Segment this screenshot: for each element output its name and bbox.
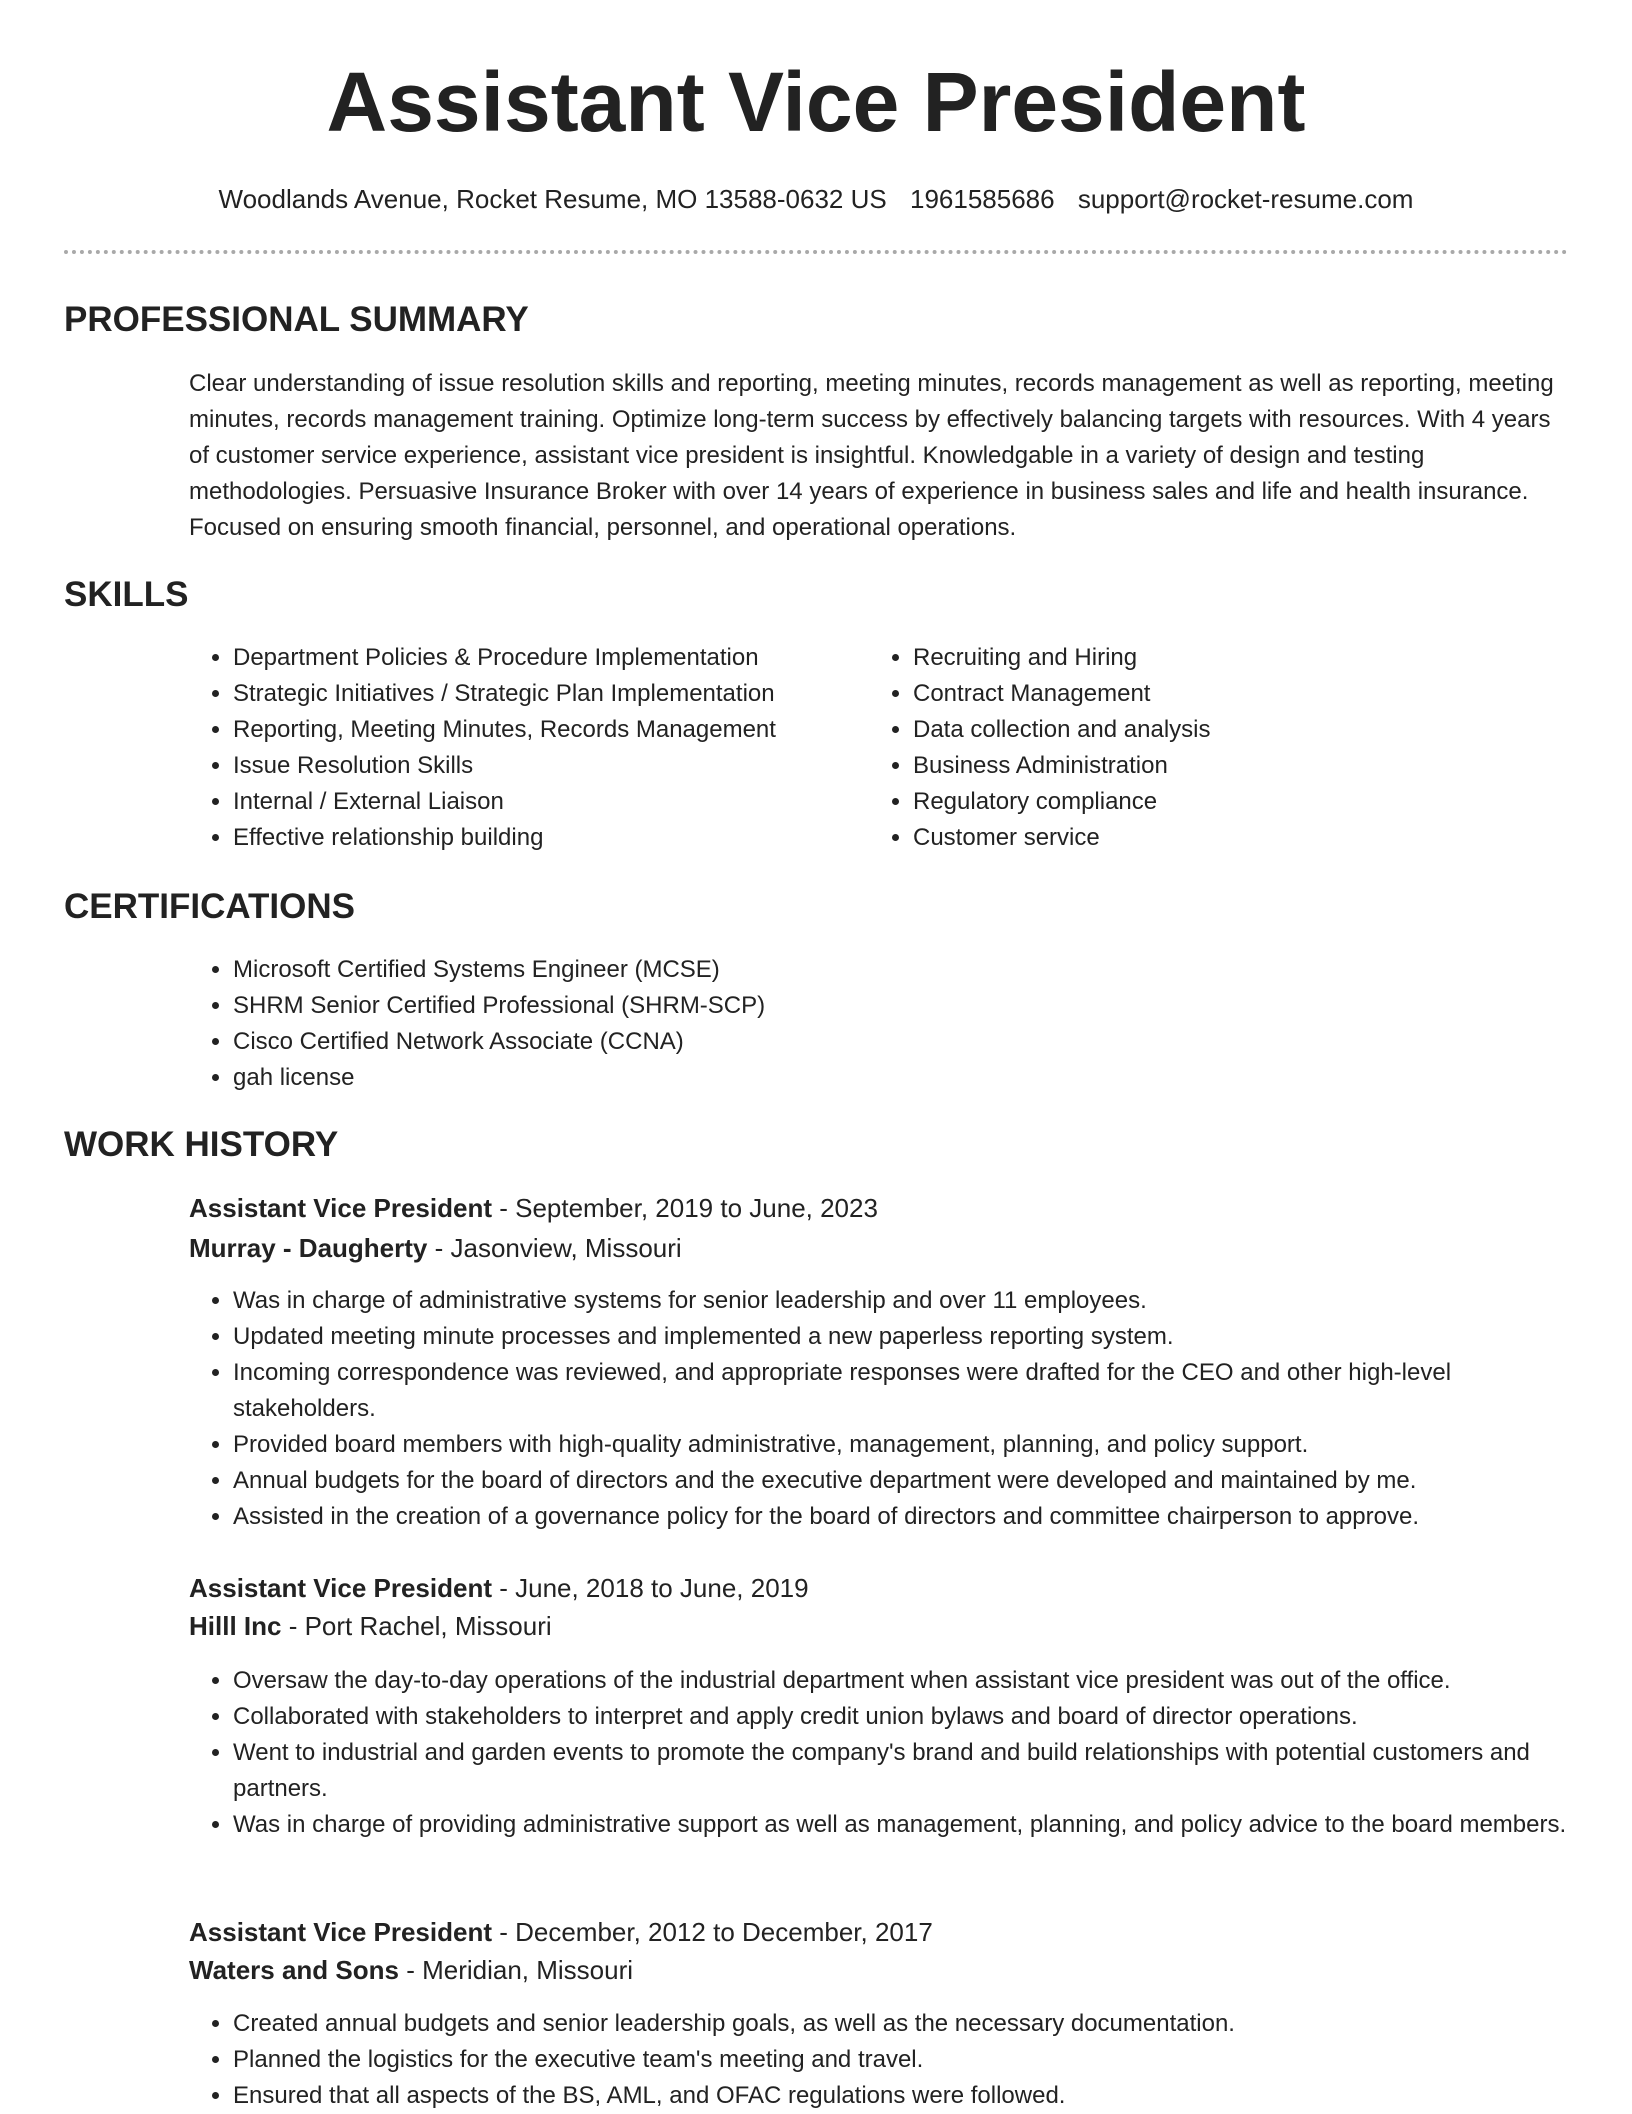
list-item: • Strategic Initiatives / Strategic Plan Implementation: [233, 676, 853, 712]
list-item: • Customer service: [913, 820, 1533, 856]
job-company-line: [189, 1230, 682, 1266]
list-item: • Incoming correspondence was reviewed, and appropriate responses were drafted for the CEO and other high-level stakeholders.: [233, 1355, 1569, 1427]
list-item: • Oversaw the day-to-day operations of the industrial department when assistant vice president was out of the office.: [233, 1663, 1569, 1699]
list-item: • Contract Management: [913, 676, 1533, 712]
header-divider: [64, 250, 1568, 254]
contact-line: [0, 182, 1632, 216]
list-item: • Was in charge of providing administrative support as well as management, planning, and policy advice to the board members.: [233, 1807, 1569, 1843]
job-location: - Jasonview, Missouri: [427, 1233, 682, 1263]
job-title-line: [189, 1570, 809, 1606]
list-item: • Provided board members with high-quality administrative, management, planning, and policy support.: [233, 1427, 1569, 1463]
list-item: • Went to industrial and garden events to promote the company's brand and build relationships with potential customers and partners.: [233, 1735, 1569, 1807]
job-company-line: [189, 1608, 552, 1644]
skills-list-left: [189, 640, 853, 856]
list-item: • Created annual budgets and senior leadership goals, as well as the necessary documentation.: [233, 2006, 1569, 2042]
job-title: Assistant Vice President: [189, 1917, 492, 1947]
list-item: • Effective relationship building: [233, 820, 853, 856]
list-item: • Assisted in the creation of a governance policy for the board of directors and committee chairperson to approve.: [233, 1499, 1569, 1535]
list-item: • Data collection and analysis: [913, 712, 1533, 748]
section-title-summary: PROFESSIONAL SUMMARY: [64, 300, 529, 339]
job-dates: - June, 2018 to June, 2019: [492, 1573, 809, 1603]
list-item: • Reporting, Meeting Minutes, Records Management: [233, 712, 853, 748]
list-item: • Ensured that all aspects of the BS, AML, and OFAC regulations were followed.: [233, 2078, 1569, 2114]
list-item: • Planned the logistics for the executive team's meeting and travel.: [233, 2042, 1569, 2078]
contact-phone: 1961585686: [909, 184, 1055, 214]
job-title-line: [189, 1914, 933, 1950]
job-bullets: [189, 2006, 1569, 2114]
job-title-line: [189, 1190, 878, 1226]
job-location: - Meridian, Missouri: [398, 1955, 634, 1985]
list-item: • Internal / External Liaison: [233, 784, 853, 820]
job-company: Waters and Sons: [189, 1955, 399, 1985]
job-location: - Port Rachel, Missouri: [281, 1611, 552, 1641]
contact-email: support@rocket-resume.com: [1077, 184, 1414, 214]
job-bullets: [189, 1283, 1569, 1535]
section-title-skills: SKILLS: [64, 575, 189, 614]
section-title-certifications: CERTIFICATIONS: [64, 887, 356, 926]
list-item: • Recruiting and Hiring: [913, 640, 1533, 676]
resume-name: Assistant Vice President: [326, 55, 1306, 149]
list-item: • Collaborated with stakeholders to interpret and apply credit union bylaws and board of director operations.: [233, 1699, 1569, 1735]
list-item: • gah license: [233, 1060, 1533, 1096]
summary-text: Clear understanding of issue resolution skills and reporting, meeting minutes, records management as well as reporting, meeting minutes, records management training. Optimize long-term success by effectively balancing targets with resources. With 4 years of customer service experience, assistant vice president is insightful. Knowledgable in a variety of design and testing methodologies. Persuasive Insurance Broker with over 14 years of experience in business sales and life and health insurance. Focused on ensuring smooth financial, personnel, and operational operations.: [189, 370, 1554, 541]
list-item: • Annual budgets for the board of directors and the executive department were developed and maintained by me.: [233, 1463, 1569, 1499]
job-bullets: [189, 1663, 1569, 1843]
list-item: • SHRM Senior Certified Professional (SHRM-SCP): [233, 988, 1533, 1024]
list-item: • Department Policies & Procedure Implementation: [233, 640, 853, 676]
certifications-list: [189, 952, 1533, 1096]
job-dates: - September, 2019 to June, 2023: [492, 1193, 878, 1223]
job-title: Assistant Vice President: [189, 1193, 492, 1223]
list-item: • Microsoft Certified Systems Engineer (MCSE): [233, 952, 1533, 988]
contact-address: Woodlands Avenue, Rocket Resume, MO 13588-0632 US: [218, 184, 887, 214]
list-item: • Cisco Certified Network Associate (CCNA): [233, 1024, 1533, 1060]
job-company: Murray - Daugherty: [189, 1233, 428, 1263]
list-item: • Regulatory compliance: [913, 784, 1533, 820]
job-company-line: [189, 1952, 633, 1988]
list-item: • Issue Resolution Skills: [233, 748, 853, 784]
skills-list-right: [869, 640, 1533, 856]
list-item: • Business Administration: [913, 748, 1533, 784]
section-title-work-history: WORK HISTORY: [64, 1125, 339, 1164]
job-company: Hilll Inc: [189, 1611, 282, 1641]
job-dates: - December, 2012 to December, 2017: [492, 1917, 933, 1947]
list-item: • Was in charge of administrative systems for senior leadership and over 11 employees.: [233, 1283, 1569, 1319]
list-item: • Updated meeting minute processes and implemented a new paperless reporting system.: [233, 1319, 1569, 1355]
job-title: Assistant Vice President: [189, 1573, 492, 1603]
